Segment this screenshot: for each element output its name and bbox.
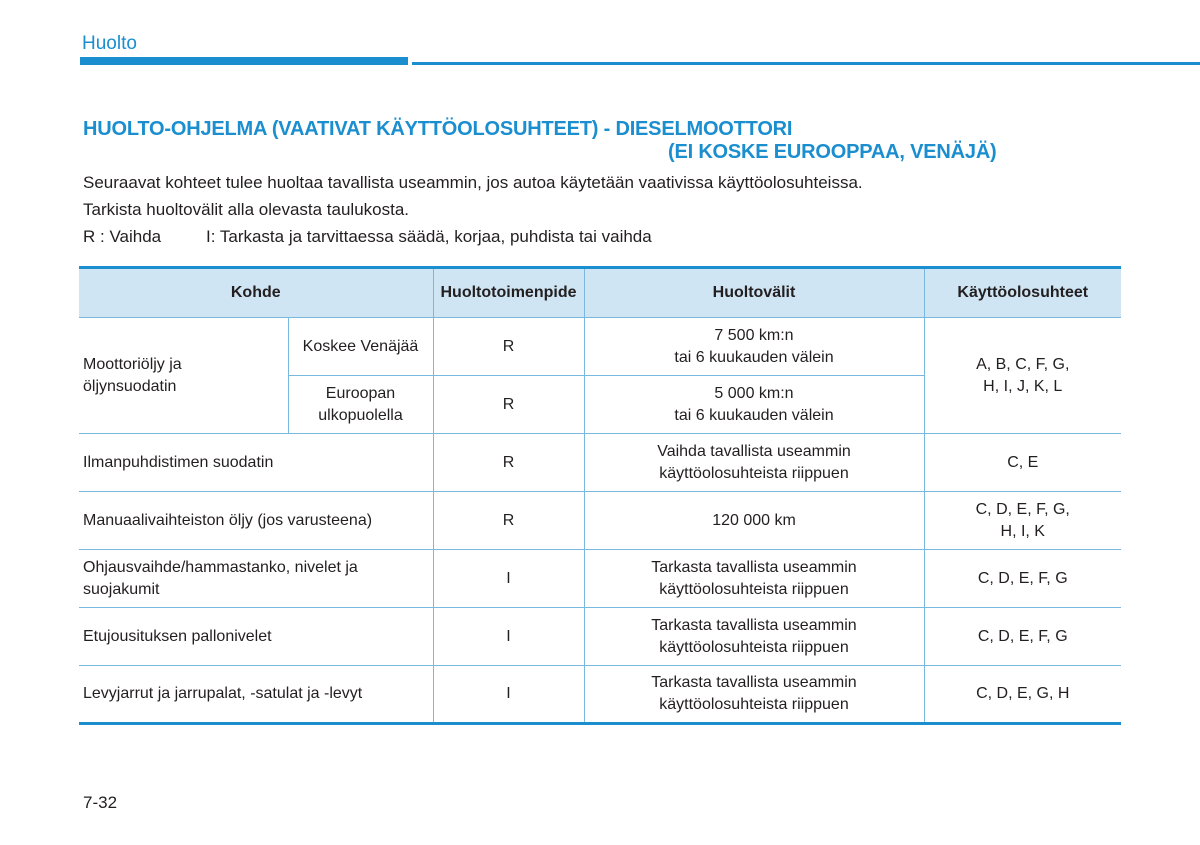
- section-label: Huolto: [82, 33, 137, 54]
- cell-item: [79, 666, 433, 724]
- cell-sub-item: [288, 376, 433, 434]
- cell-conditions: [924, 492, 1121, 550]
- cell-interval: [584, 492, 924, 550]
- cell-item-line: Moottoriöljy ja: [83, 355, 182, 373]
- table-row: [79, 608, 1121, 666]
- cell-conditions-line: C, D, E, G, H: [976, 685, 1070, 702]
- legend-replace: R : Vaihda: [83, 227, 162, 246]
- cell-interval-line: Tarkasta tavallista useammin: [651, 616, 857, 634]
- cell-interval-line: käyttöolosuhteista riippuen: [659, 464, 849, 482]
- cell-item-line: Ilmanpuhdistimen suodatin: [83, 453, 274, 471]
- cell-interval-line: käyttöolosuhteista riippuen: [659, 696, 849, 713]
- table-row: [79, 318, 1121, 376]
- cell-interval-line: tai 6 kuukauden välein: [674, 406, 834, 424]
- header-conditions: Käyttöolosuhteet: [924, 268, 1121, 318]
- page-title-line1: HUOLTO-OHJELMA (VAATIVAT KÄYTTÖOLOSUHTEET) - DIESELMOOTTORI: [83, 118, 793, 140]
- cell-item-line: Manuaalivaihteiston öljy (jos varusteena): [83, 511, 373, 529]
- cell-item-line: öljynsuodatin: [83, 377, 177, 395]
- cell-conditions: [924, 608, 1121, 666]
- cell-item: [79, 608, 433, 666]
- cell-item: [79, 434, 433, 492]
- table-row: [79, 666, 1121, 724]
- cell-action: R: [433, 492, 584, 550]
- table-header-row: [79, 268, 1121, 318]
- page-number: 7-32: [83, 793, 118, 812]
- cell-action: R: [433, 434, 584, 492]
- cell-item-line: Etujousituksen pallonivelet: [83, 627, 272, 645]
- table-row: [79, 434, 1121, 492]
- cell-interval: [584, 550, 924, 608]
- cell-conditions-line: H, I, K: [1000, 522, 1045, 540]
- cell-item: [79, 318, 288, 434]
- table-row: [79, 550, 1121, 608]
- maintenance-table: [79, 266, 1121, 725]
- cell-sub-item-line: Euroopan: [325, 384, 396, 402]
- cell-interval-line: 5 000 km:n: [714, 384, 794, 402]
- cell-sub-item-line: ulkopuolella: [318, 406, 403, 424]
- cell-conditions: [924, 318, 1121, 434]
- cell-conditions-line: C, E: [1007, 453, 1039, 471]
- header-item: Kohde: [79, 268, 433, 318]
- cell-action: R: [433, 376, 584, 434]
- cell-item-line: Ohjausvaihde/hammastanko, nivelet ja: [83, 558, 358, 576]
- cell-interval: [584, 376, 924, 434]
- cell-interval: [584, 666, 924, 724]
- cell-interval-line: Tarkasta tavallista useammin: [651, 674, 857, 691]
- header-action: Huoltotoimenpide: [433, 268, 584, 318]
- cell-interval-line: Vaihda tavallista useammin: [657, 442, 851, 460]
- cell-interval: [584, 608, 924, 666]
- cell-sub-item-line: Koskee Venäjää: [302, 337, 419, 355]
- cell-conditions: [924, 666, 1121, 724]
- header-rule-thick: [80, 57, 408, 65]
- cell-interval-line: 120 000 km: [712, 511, 796, 529]
- cell-conditions-line: C, D, E, F, G: [977, 569, 1068, 587]
- cell-conditions: [924, 434, 1121, 492]
- cell-conditions-line: C, D, E, F, G: [977, 627, 1068, 645]
- cell-interval-line: käyttöolosuhteista riippuen: [659, 638, 849, 656]
- cell-conditions-line: A, B, C, F, G,: [976, 355, 1070, 373]
- cell-conditions: [924, 550, 1121, 608]
- cell-interval-line: tai 6 kuukauden välein: [674, 348, 834, 366]
- cell-conditions-line: C, D, E, F, G,: [975, 500, 1070, 518]
- cell-action: I: [433, 550, 584, 608]
- page-title-line2: (EI KOSKE EUROOPPAA, VENÄJÄ): [668, 141, 997, 163]
- cell-action: R: [433, 318, 584, 376]
- cell-interval: [584, 434, 924, 492]
- cell-item: [79, 492, 433, 550]
- cell-interval-line: käyttöolosuhteista riippuen: [659, 580, 849, 598]
- cell-interval-line: 7 500 km:n: [714, 326, 794, 344]
- legend-inspect: I: Tarkasta ja tarvittaessa säädä, korjaa, puhdista tai vaihda: [206, 227, 652, 246]
- header-rule-thin: [412, 62, 1200, 65]
- table-row: [79, 492, 1121, 550]
- intro-line-2: Tarkista huoltovälit alla olevasta taulukosta.: [83, 200, 410, 219]
- cell-sub-item: [288, 318, 433, 376]
- header-interval: Huoltovälit: [584, 268, 924, 318]
- cell-conditions-line: H, I, J, K, L: [983, 377, 1063, 395]
- cell-action: I: [433, 666, 584, 724]
- cell-interval-line: Tarkasta tavallista useammin: [651, 558, 857, 576]
- cell-item-line: suojakumit: [83, 580, 160, 598]
- cell-action: I: [433, 608, 584, 666]
- cell-item: [79, 550, 433, 608]
- intro-line-1: Seuraavat kohteet tulee huoltaa tavallista useammin, jos autoa käytetään vaativissa käyttöolosuhteissa.: [83, 173, 863, 192]
- cell-item-line: Levyjarrut ja jarrupalat, -satulat ja -levyt: [83, 685, 363, 702]
- cell-interval: [584, 318, 924, 376]
